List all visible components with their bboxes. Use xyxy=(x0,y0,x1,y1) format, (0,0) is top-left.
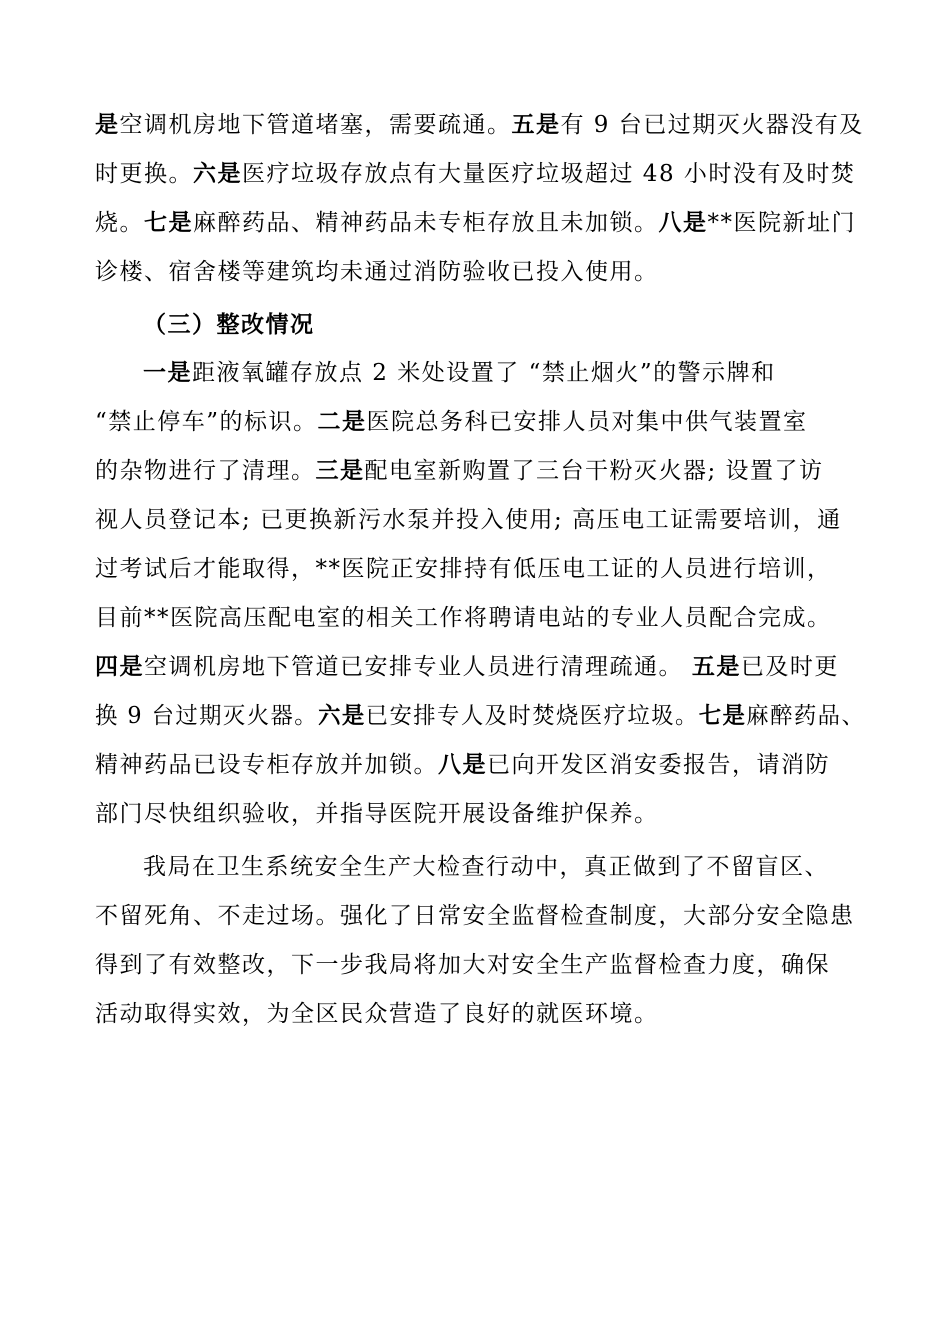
paragraph2-line2 xyxy=(95,407,865,437)
paragraph2-line3 xyxy=(95,456,865,486)
bold-text-run: 一是 xyxy=(143,359,192,386)
text-run: 已安排专人及时焚烧医疗垃圾。 xyxy=(365,703,699,729)
paragraph1-line3 xyxy=(95,208,865,238)
paragraph2-line5 xyxy=(95,554,865,584)
text-run: 医院总务科已安排人员对集中供气装置室 xyxy=(366,409,808,435)
text-run: 精神药品已设专柜存放并加锁。 xyxy=(95,752,438,778)
text-run: 空调机房地下管道已安排专业人员进行清理疏通。 xyxy=(144,654,692,680)
paragraph2-line9 xyxy=(95,750,865,780)
section-heading: （三）整改情况 xyxy=(143,311,315,338)
paragraph2-line10 xyxy=(95,799,865,829)
bold-text-run: 四是 xyxy=(95,653,144,680)
text-run: 已及时更 xyxy=(740,654,839,680)
paragraph2-line6 xyxy=(95,603,865,633)
text-run: 空调机房地下管道堵塞，需要疏通。 xyxy=(119,112,512,138)
bold-text-run: 七是 xyxy=(698,702,747,729)
bold-text-run: 六是 xyxy=(193,160,242,187)
text-run: 时更换。 xyxy=(95,161,193,187)
bold-text-run: 六是 xyxy=(318,702,366,729)
text-run: 距液氧罐存放点 2 米处设置了 “禁止烟火”的警示牌和 xyxy=(192,360,776,386)
text-run: 视人员登记本; 已更换新污水泵并投入使用; 高压电工证需要培训，通 xyxy=(95,507,842,533)
text-run: 过考试后才能取得，**医院正安排持有低压电工证的人员进行培训， xyxy=(95,556,832,582)
paragraph1-line2 xyxy=(95,159,865,189)
text-run: 麻醉药品、 xyxy=(746,703,866,729)
paragraph3-line4: 活动取得实效，为全区民众营造了良好的就医环境。 xyxy=(95,1001,659,1027)
paragraph3-line1: 我局在卫生系统安全生产大检查行动中，真正做到了不留盲区、 xyxy=(143,854,829,880)
paragraph3-line2: 不留死角、不走过场。强化了日常安全监督检查制度，大部分安全隐患 xyxy=(95,903,855,929)
text-run: 诊楼、宿舍楼等建筑均未通过消防验收已投入使用。 xyxy=(95,259,659,285)
paragraph1-line1 xyxy=(95,110,865,140)
bold-text-run: 二是 xyxy=(317,408,367,435)
paragraph2-line8 xyxy=(95,701,866,731)
text-run: 烧。 xyxy=(95,210,144,236)
bold-text-run: 八是 xyxy=(438,751,487,778)
text-run: 已向开发区消安委报告，请消防 xyxy=(487,752,830,778)
text-run: 部门尽快组织验收，并指导医院开展设备维护保养。 xyxy=(95,801,659,827)
text-run: 有 9 台已过期灭火器没有及 xyxy=(560,112,864,138)
text-run: 麻醉药品、精神药品未专柜存放且未加锁。 xyxy=(193,210,659,236)
paragraph2-line7 xyxy=(95,652,865,682)
text-run: 的杂物进行了清理。 xyxy=(95,458,316,484)
bold-text-run: 是 xyxy=(95,111,120,138)
bold-text-run: 五是 xyxy=(511,111,561,138)
text-run: **医院新址门 xyxy=(707,210,856,236)
bold-text-run: 八是 xyxy=(658,209,708,236)
bold-text-run: 三是 xyxy=(315,457,365,484)
paragraph3-line3: 得到了有效整改，下一步我局将加大对安全生产监督检查力度，确保 xyxy=(95,952,830,978)
paragraph1-line4 xyxy=(95,257,865,287)
bold-text-run: 五是 xyxy=(691,653,741,680)
text-run: 目前**医院高压配电室的相关工作将聘请电站的专业人员配合完成。 xyxy=(95,605,832,631)
paragraph2-line4 xyxy=(95,505,865,535)
text-run: “禁止停车”的标识。 xyxy=(95,409,318,435)
paragraph2-line1 xyxy=(143,358,865,388)
text-run: 医疗垃圾存放点有大量医疗垃圾超过 48 小时没有及时焚 xyxy=(242,161,856,187)
text-run: 换 9 台过期灭火器。 xyxy=(95,703,319,729)
text-run: 配电室新购置了三台干粉灭火器; 设置了访 xyxy=(364,458,824,484)
bold-text-run: 七是 xyxy=(144,209,193,236)
